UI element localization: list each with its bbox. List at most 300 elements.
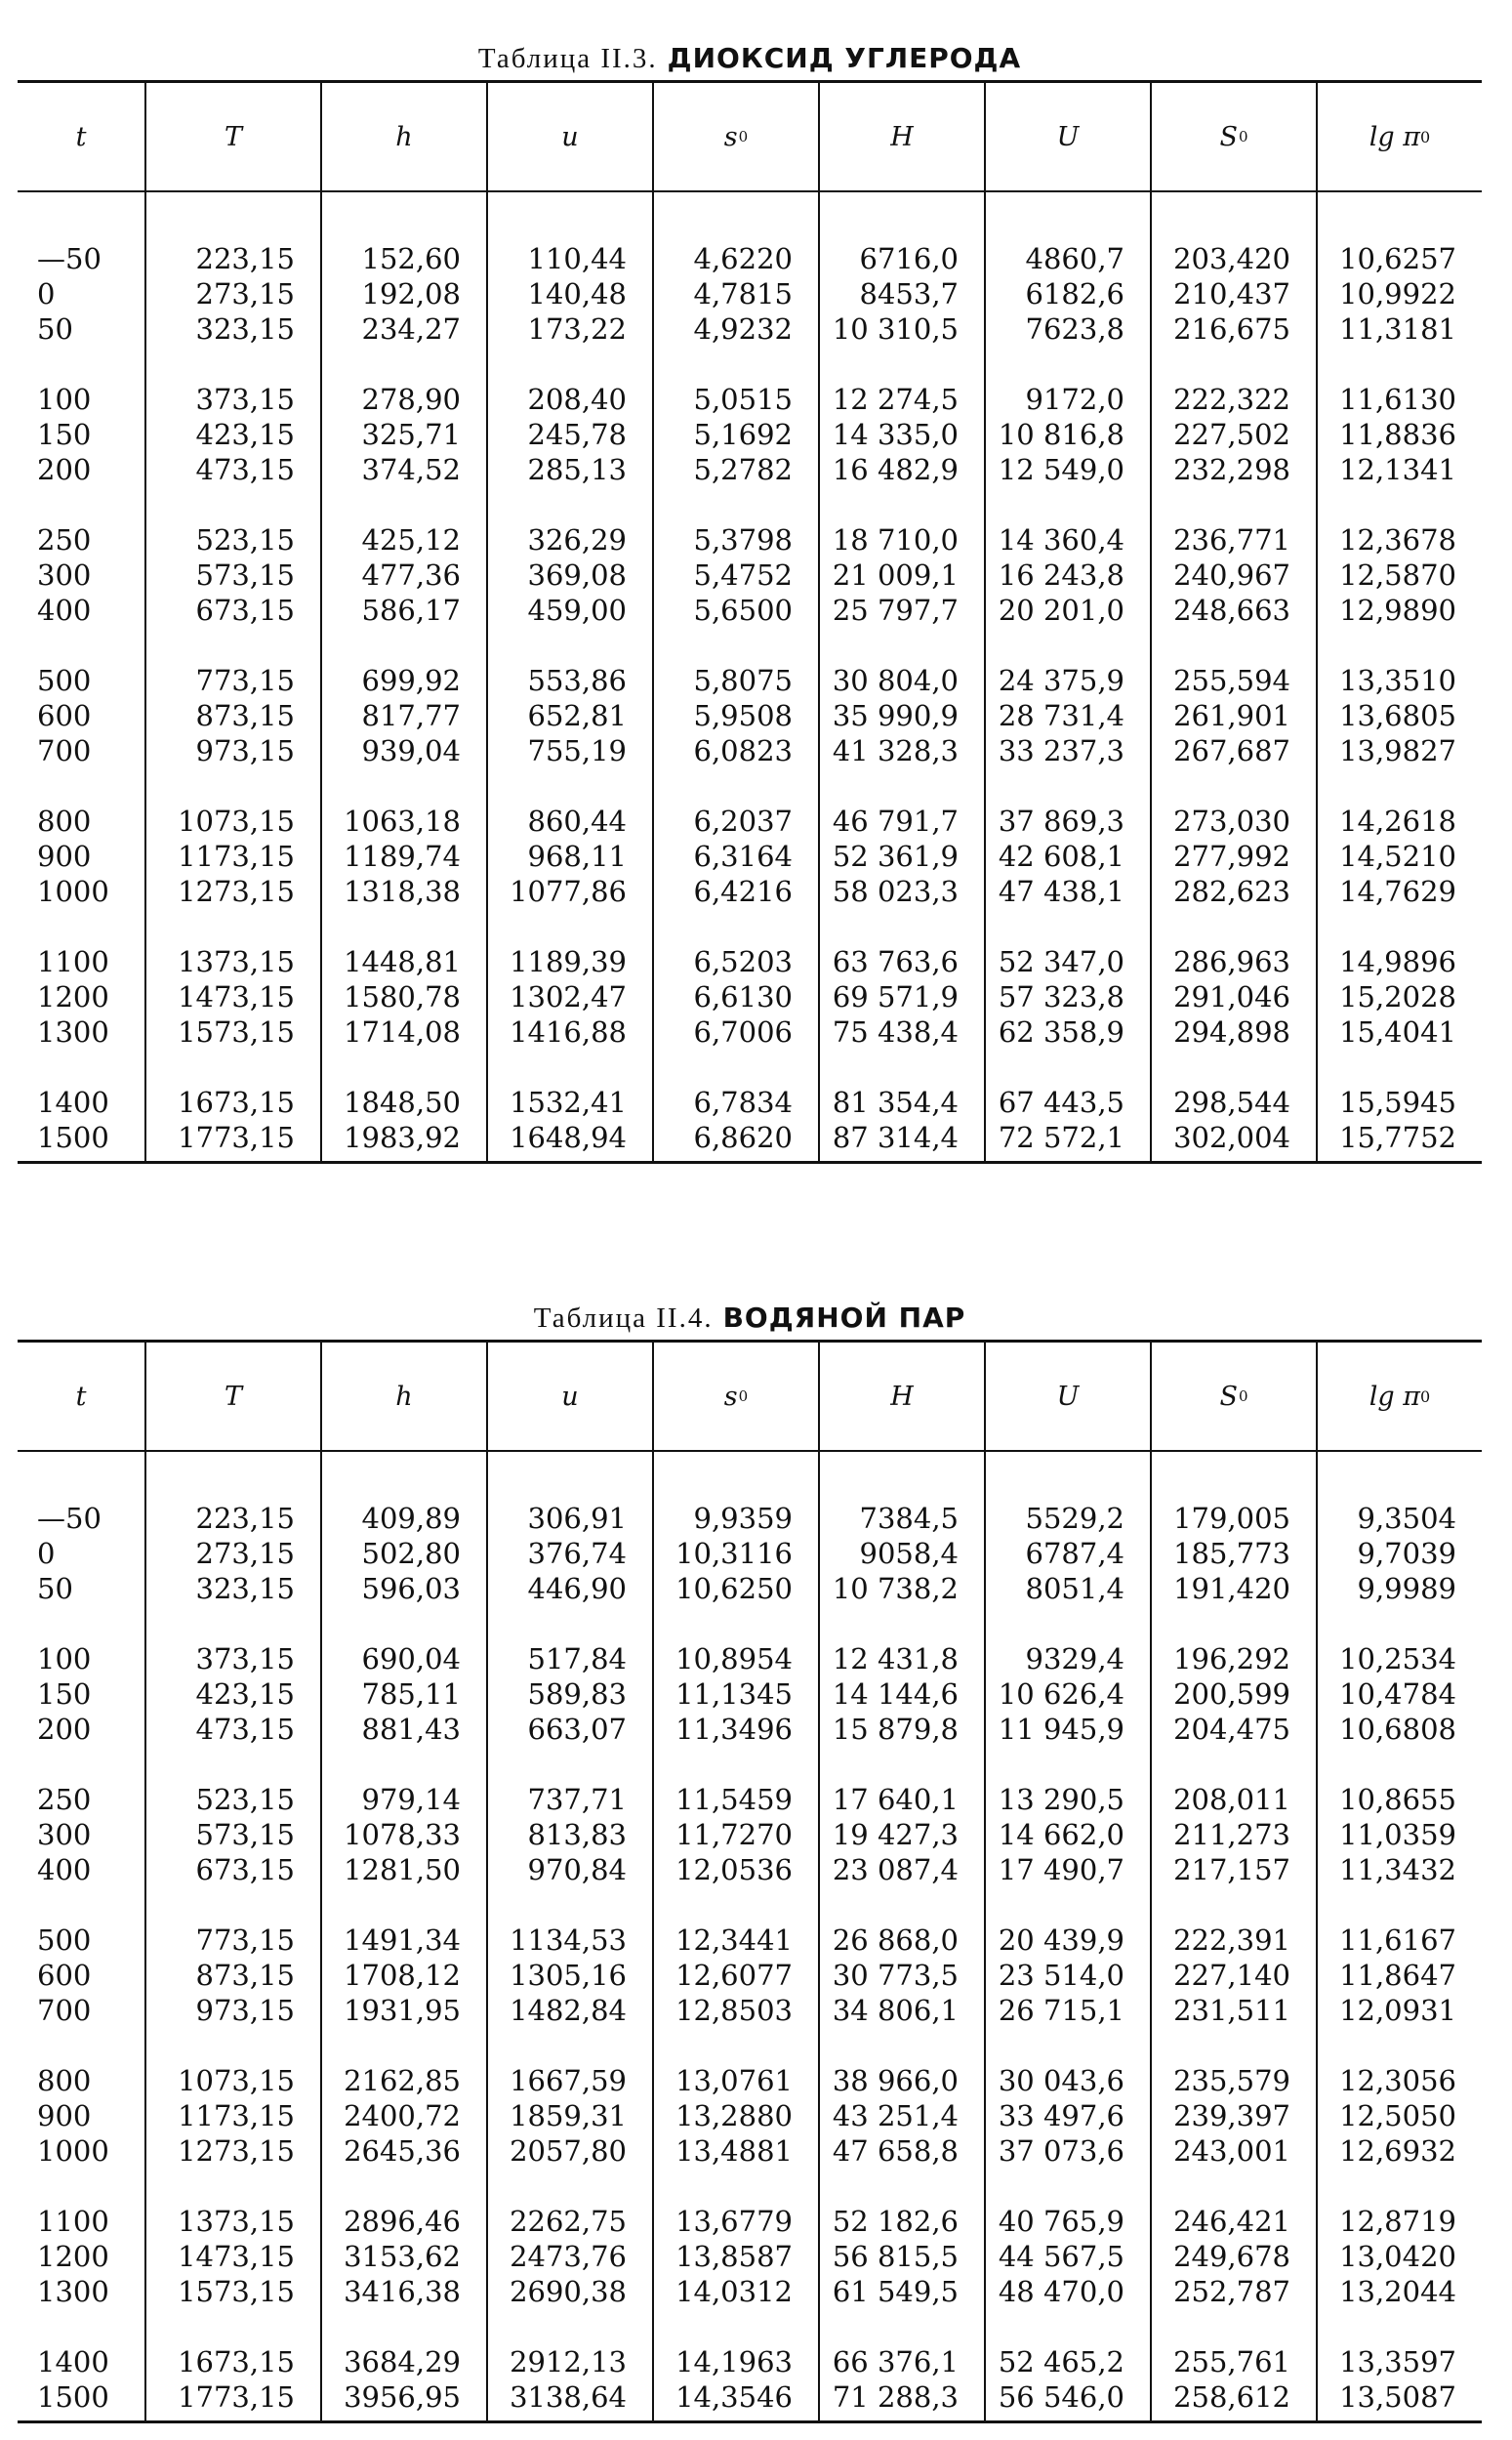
table-cell: 13,6779 bbox=[675, 2205, 793, 2238]
table-cell: 7384,5 bbox=[859, 1502, 959, 1535]
table-cell: 800 bbox=[37, 2064, 92, 2097]
table-cell: 277,992 bbox=[1173, 840, 1290, 873]
table-cell: 239,397 bbox=[1173, 2099, 1290, 2132]
group-spacer bbox=[146, 1747, 320, 1782]
column-header-label: H bbox=[890, 1381, 914, 1412]
table-cell: 600 bbox=[37, 1959, 92, 1992]
group-spacer bbox=[986, 628, 1150, 663]
group-spacer bbox=[1318, 2169, 1482, 2204]
table-cell: 737,71 bbox=[527, 1783, 627, 1816]
group-spacer bbox=[488, 1887, 652, 1923]
table-cell: 973,15 bbox=[195, 734, 295, 767]
table-cell: 14,1963 bbox=[675, 2345, 793, 2378]
table-cell: 1073,15 bbox=[178, 2064, 295, 2097]
table-cell: 5,6500 bbox=[693, 594, 793, 627]
table-cell: 3956,95 bbox=[344, 2380, 461, 2414]
group-spacer bbox=[488, 487, 652, 522]
table-cell: 1173,15 bbox=[178, 840, 295, 873]
group-spacer bbox=[322, 1050, 486, 1085]
table-cell: 12,6077 bbox=[675, 1959, 793, 1992]
table-caption-title: ДИОКСИД УГЛЕРОДА bbox=[667, 42, 1022, 74]
table-cell: 245,78 bbox=[527, 418, 627, 451]
group-spacer bbox=[322, 1887, 486, 1923]
group-spacer bbox=[986, 347, 1150, 382]
table-cell: 1100 bbox=[37, 945, 109, 978]
table-cell: 10 816,8 bbox=[998, 418, 1124, 451]
column-header-label: T bbox=[224, 1381, 242, 1412]
table-cell: 1931,95 bbox=[344, 1994, 461, 2027]
table-column bbox=[320, 1452, 486, 2420]
table-cell: 173,22 bbox=[527, 312, 627, 346]
group-spacer bbox=[654, 487, 818, 522]
table-cell: 502,80 bbox=[361, 1537, 461, 1570]
column-header bbox=[486, 1343, 652, 1450]
table-header-row bbox=[18, 83, 1482, 192]
table-cell: 240,967 bbox=[1173, 558, 1290, 592]
table-cell: 3684,29 bbox=[344, 2345, 461, 2378]
group-spacer bbox=[1318, 1606, 1482, 1641]
column-header bbox=[1316, 1343, 1482, 1450]
table-column bbox=[18, 192, 144, 1161]
table-cell: 900 bbox=[37, 840, 92, 873]
table-cell: 1078,33 bbox=[344, 1818, 461, 1851]
table-water-vapor bbox=[18, 1297, 1482, 2423]
table-cell: 15,2028 bbox=[1339, 980, 1456, 1013]
group-spacer bbox=[1152, 1747, 1316, 1782]
table-cell: 4,6220 bbox=[693, 242, 793, 275]
table-cell: 409,89 bbox=[361, 1502, 461, 1535]
table-cell: 9058,4 bbox=[859, 1537, 959, 1570]
table-cell: 200 bbox=[37, 453, 92, 486]
table-cell: 523,15 bbox=[195, 523, 295, 557]
table-column bbox=[1316, 1452, 1482, 2420]
column-header-label: U bbox=[1056, 121, 1080, 152]
group-spacer bbox=[820, 347, 984, 382]
table-cell: 374,52 bbox=[361, 453, 461, 486]
table-cell: 37 869,3 bbox=[998, 805, 1124, 838]
table-cell: 1714,08 bbox=[344, 1015, 461, 1049]
table-cell: 2690,38 bbox=[510, 2275, 627, 2308]
table-cell: 13,0420 bbox=[1339, 2240, 1456, 2273]
table-cell: 1000 bbox=[37, 875, 109, 908]
table-cell: 46 791,7 bbox=[832, 805, 959, 838]
table-cell: 1300 bbox=[37, 2275, 109, 2308]
column-header-label: S bbox=[1219, 1381, 1238, 1412]
table-cell: 236,771 bbox=[1173, 523, 1290, 557]
table-cell: 273,15 bbox=[195, 277, 295, 310]
table-cell: 14 662,0 bbox=[998, 1818, 1124, 1851]
group-spacer bbox=[820, 768, 984, 804]
table-cell: 11,8836 bbox=[1339, 418, 1456, 451]
table-cell: 3416,38 bbox=[344, 2275, 461, 2308]
table-cell: 785,11 bbox=[361, 1677, 461, 1711]
group-spacer bbox=[820, 1050, 984, 1085]
table-cell: 223,15 bbox=[195, 242, 295, 275]
group-spacer bbox=[1318, 1050, 1482, 1085]
table-cell: 9,9989 bbox=[1357, 1572, 1456, 1605]
table-cell: 14,3546 bbox=[675, 2380, 793, 2414]
group-spacer bbox=[820, 1887, 984, 1923]
group-spacer bbox=[488, 1606, 652, 1641]
group-spacer bbox=[654, 2309, 818, 2344]
group-spacer bbox=[820, 628, 984, 663]
table-cell: 16 482,9 bbox=[832, 453, 959, 486]
table-cell: 47 658,8 bbox=[832, 2134, 959, 2168]
table-cell: 0 bbox=[37, 1537, 56, 1570]
table-cell: 294,898 bbox=[1173, 1015, 1290, 1049]
column-header-superscript: 0 bbox=[738, 128, 749, 145]
table-cell: 773,15 bbox=[195, 664, 295, 697]
table-cell: 278,90 bbox=[361, 383, 461, 416]
table-cell: 323,15 bbox=[195, 312, 295, 346]
table-cell: 302,004 bbox=[1173, 1121, 1290, 1154]
table-cell: 376,74 bbox=[527, 1537, 627, 1570]
column-header bbox=[144, 1343, 320, 1450]
column-header-subscript: 0 bbox=[1420, 127, 1431, 146]
table-cell: 1134,53 bbox=[510, 1923, 627, 1957]
table-cell: 373,15 bbox=[195, 383, 295, 416]
table-cell: 8051,4 bbox=[1025, 1572, 1124, 1605]
table-cell: 1667,59 bbox=[510, 2064, 627, 2097]
table-caption bbox=[18, 37, 1482, 80]
table-cell: 10,6808 bbox=[1339, 1713, 1456, 1746]
group-spacer bbox=[654, 1747, 818, 1782]
table-cell: 62 358,9 bbox=[998, 1015, 1124, 1049]
table-cell: 881,43 bbox=[361, 1713, 461, 1746]
table-cell: 13,3510 bbox=[1339, 664, 1456, 697]
table-cell: 11,6130 bbox=[1339, 383, 1456, 416]
table-cell: 203,420 bbox=[1173, 242, 1290, 275]
group-spacer bbox=[488, 2169, 652, 2204]
table-cell: 43 251,4 bbox=[832, 2099, 959, 2132]
table-cell: 250 bbox=[37, 523, 92, 557]
table-cell: 19 427,3 bbox=[832, 1818, 959, 1851]
table-cell: 523,15 bbox=[195, 1783, 295, 1816]
table-cell: 13,0761 bbox=[675, 2064, 793, 2097]
table-cell: 10 626,4 bbox=[998, 1677, 1124, 1711]
table-cell: 1000 bbox=[37, 2134, 109, 2168]
table-cell: 14 335,0 bbox=[832, 418, 959, 451]
table-cell: 600 bbox=[37, 699, 92, 732]
table-cell: 1673,15 bbox=[178, 2345, 295, 2378]
table-cell: 970,84 bbox=[527, 1853, 627, 1886]
group-spacer bbox=[322, 1606, 486, 1641]
group-spacer bbox=[322, 2169, 486, 2204]
table-cell: 255,761 bbox=[1173, 2345, 1290, 2378]
table-cell: 9172,0 bbox=[1025, 383, 1124, 416]
table-cell: 5,4752 bbox=[693, 558, 793, 592]
table-cell: 26 715,1 bbox=[998, 1994, 1124, 2027]
column-header-label: s bbox=[723, 1381, 738, 1412]
table-cell: 1400 bbox=[37, 1086, 109, 1119]
group-spacer bbox=[1318, 768, 1482, 804]
group-spacer bbox=[654, 2028, 818, 2063]
table-cell: 191,420 bbox=[1173, 1572, 1290, 1605]
group-spacer bbox=[18, 2169, 144, 2204]
table-cell: 699,92 bbox=[361, 664, 461, 697]
table-cell: 14,0312 bbox=[675, 2275, 793, 2308]
table-cell: 673,15 bbox=[195, 594, 295, 627]
table-cell: 52 465,2 bbox=[998, 2345, 1124, 2378]
column-header-label: lg π bbox=[1369, 121, 1421, 152]
column-header bbox=[652, 83, 818, 190]
table-cell: 30 804,0 bbox=[832, 664, 959, 697]
table-cell: 1673,15 bbox=[178, 1086, 295, 1119]
table-column bbox=[486, 192, 652, 1161]
table-cell: 48 470,0 bbox=[998, 2275, 1124, 2308]
group-spacer bbox=[18, 1887, 144, 1923]
table-cell: 34 806,1 bbox=[832, 1994, 959, 2027]
table-cell: 13,2880 bbox=[675, 2099, 793, 2132]
table-cell: 369,08 bbox=[527, 558, 627, 592]
table-cell: 44 567,5 bbox=[998, 2240, 1124, 2273]
group-spacer bbox=[986, 768, 1150, 804]
group-spacer bbox=[488, 2309, 652, 2344]
table-cell: 179,005 bbox=[1173, 1502, 1290, 1535]
column-header-label: h bbox=[395, 1381, 413, 1412]
table-cell: 9,7039 bbox=[1357, 1537, 1456, 1570]
group-spacer bbox=[986, 1050, 1150, 1085]
table-cell: 50 bbox=[37, 1572, 73, 1605]
column-header-label: u bbox=[561, 121, 579, 152]
table-cell: —50 bbox=[37, 242, 102, 275]
table-cell: 373,15 bbox=[195, 1642, 295, 1675]
table-cell: 4,9232 bbox=[693, 312, 793, 346]
table-cell: 222,322 bbox=[1173, 383, 1290, 416]
column-header bbox=[486, 83, 652, 190]
group-spacer bbox=[820, 487, 984, 522]
table-cell: 4860,7 bbox=[1025, 242, 1124, 275]
table-cell: 5,2782 bbox=[693, 453, 793, 486]
table-cell: 285,13 bbox=[527, 453, 627, 486]
table-cell: 12 431,8 bbox=[832, 1642, 959, 1675]
group-spacer bbox=[1318, 2309, 1482, 2344]
table-column bbox=[818, 192, 984, 1161]
column-header bbox=[320, 1343, 486, 1450]
table-cell: 589,83 bbox=[527, 1677, 627, 1711]
table-cell: 663,07 bbox=[527, 1713, 627, 1746]
table-cell: 37 073,6 bbox=[998, 2134, 1124, 2168]
group-spacer bbox=[820, 1606, 984, 1641]
table-body bbox=[18, 192, 1482, 1161]
column-header-label: lg π bbox=[1369, 1381, 1421, 1412]
table-cell: 87 314,4 bbox=[832, 1121, 959, 1154]
table-cell: 30 773,5 bbox=[832, 1959, 959, 1992]
table-cell: 1473,15 bbox=[178, 2240, 295, 2273]
table-cell: 939,04 bbox=[361, 734, 461, 767]
table-cell: 323,15 bbox=[195, 1572, 295, 1605]
table-cell: 41 328,3 bbox=[832, 734, 959, 767]
table-cell: 1281,50 bbox=[344, 1853, 461, 1886]
group-spacer bbox=[18, 628, 144, 663]
group-spacer bbox=[146, 347, 320, 382]
table-cell: 21 009,1 bbox=[832, 558, 959, 592]
table-cell: 246,421 bbox=[1173, 2205, 1290, 2238]
table-cell: 1532,41 bbox=[510, 1086, 627, 1119]
table-cell: 26 868,0 bbox=[832, 1923, 959, 1957]
table-cell: 6,4216 bbox=[693, 875, 793, 908]
column-header-label: t bbox=[75, 1381, 87, 1412]
group-spacer bbox=[654, 2169, 818, 2204]
table-cell: 7623,8 bbox=[1025, 312, 1124, 346]
group-spacer bbox=[488, 2028, 652, 2063]
group-spacer bbox=[322, 2028, 486, 2063]
column-header-label: u bbox=[561, 1381, 579, 1412]
group-spacer bbox=[18, 768, 144, 804]
table-cell: 1573,15 bbox=[178, 1015, 295, 1049]
group-spacer bbox=[820, 1747, 984, 1782]
table-column bbox=[320, 192, 486, 1161]
table-column bbox=[486, 1452, 652, 2420]
table-cell: 326,29 bbox=[527, 523, 627, 557]
table-cell: 81 354,4 bbox=[832, 1086, 959, 1119]
table-cell: 208,011 bbox=[1173, 1783, 1290, 1816]
group-spacer bbox=[18, 2309, 144, 2344]
group-spacer bbox=[986, 2309, 1150, 2344]
group-spacer bbox=[322, 909, 486, 944]
table-cell: 1302,47 bbox=[510, 980, 627, 1013]
table-cell: 500 bbox=[37, 664, 92, 697]
table-cell: 1200 bbox=[37, 2240, 109, 2273]
column-header bbox=[1150, 1343, 1316, 1450]
table-cell: 11,3181 bbox=[1339, 312, 1456, 346]
table-cell: 14,2618 bbox=[1339, 805, 1456, 838]
group-spacer bbox=[146, 2169, 320, 2204]
column-header bbox=[1316, 83, 1482, 190]
column-header-label: s bbox=[723, 121, 738, 152]
table-column bbox=[652, 192, 818, 1161]
table-cell: 1189,74 bbox=[344, 840, 461, 873]
group-spacer bbox=[820, 2169, 984, 2204]
table-cell: 5529,2 bbox=[1025, 1502, 1124, 1535]
table-cell: 400 bbox=[37, 594, 92, 627]
table-cell: 252,787 bbox=[1173, 2275, 1290, 2308]
table-cell: 50 bbox=[37, 312, 73, 346]
table-cell: 973,15 bbox=[195, 1994, 295, 2027]
table-cell: 23 514,0 bbox=[998, 1959, 1124, 1992]
table-cell: 1063,18 bbox=[344, 805, 461, 838]
table-cell: 652,81 bbox=[527, 699, 627, 732]
table-cell: 1100 bbox=[37, 2205, 109, 2238]
column-header-label: U bbox=[1056, 1381, 1080, 1412]
table-cell: 4,7815 bbox=[693, 277, 793, 310]
group-spacer bbox=[654, 909, 818, 944]
table-cell: 234,27 bbox=[361, 312, 461, 346]
table-cell: 10,8954 bbox=[675, 1642, 793, 1675]
group-spacer bbox=[1152, 1887, 1316, 1923]
table-cell: 1305,16 bbox=[510, 1959, 627, 1992]
table-cell: 232,298 bbox=[1173, 453, 1290, 486]
table-cell: 291,046 bbox=[1173, 980, 1290, 1013]
table-cell: 11,5459 bbox=[675, 1783, 793, 1816]
table-cell: 24 375,9 bbox=[998, 664, 1124, 697]
table-column bbox=[984, 1452, 1150, 2420]
table-cell: 596,03 bbox=[361, 1572, 461, 1605]
table-cell: 20 201,0 bbox=[998, 594, 1124, 627]
table-cell: 6,0823 bbox=[693, 734, 793, 767]
table-cell: 573,15 bbox=[195, 558, 295, 592]
column-header bbox=[984, 1343, 1150, 1450]
table-cell: 222,391 bbox=[1173, 1923, 1290, 1957]
group-spacer bbox=[654, 1887, 818, 1923]
table-cell: 1318,38 bbox=[344, 875, 461, 908]
table-cell: 1077,86 bbox=[510, 875, 627, 908]
group-spacer bbox=[322, 768, 486, 804]
table-cell: 6,3164 bbox=[693, 840, 793, 873]
table-cell: 255,594 bbox=[1173, 664, 1290, 697]
table-cell: 473,15 bbox=[195, 1713, 295, 1746]
group-spacer bbox=[18, 1606, 144, 1641]
table-cell: 12,8503 bbox=[675, 1994, 793, 2027]
table-column bbox=[984, 192, 1150, 1161]
table-column bbox=[1150, 1452, 1316, 2420]
column-header-label: T bbox=[224, 121, 242, 152]
table-cell: 210,437 bbox=[1173, 277, 1290, 310]
table-cell: 298,544 bbox=[1173, 1086, 1290, 1119]
table-cell: 10,9922 bbox=[1339, 277, 1456, 310]
table-cell: 1773,15 bbox=[178, 1121, 295, 1154]
table-cell: 208,40 bbox=[527, 383, 627, 416]
table-cell: 12,5050 bbox=[1339, 2099, 1456, 2132]
table-cell: 56 546,0 bbox=[998, 2380, 1124, 2414]
table-cell: 13 290,5 bbox=[998, 1783, 1124, 1816]
table-cell: 800 bbox=[37, 805, 92, 838]
column-header-label: t bbox=[75, 121, 87, 152]
table-cell: 200 bbox=[37, 1713, 92, 1746]
table-cell: 100 bbox=[37, 383, 92, 416]
table-cell: 235,579 bbox=[1173, 2064, 1290, 2097]
table-cell: 425,12 bbox=[361, 523, 461, 557]
table-cell: 2645,36 bbox=[344, 2134, 461, 2168]
table-column bbox=[818, 1452, 984, 2420]
group-spacer bbox=[1152, 487, 1316, 522]
table-cell: 10,6250 bbox=[675, 1572, 793, 1605]
table-cell: 10 310,5 bbox=[832, 312, 959, 346]
table-cell: 2896,46 bbox=[344, 2205, 461, 2238]
group-spacer bbox=[322, 487, 486, 522]
table-cell: 400 bbox=[37, 1853, 92, 1886]
table-cell: 13,6805 bbox=[1339, 699, 1456, 732]
table-cell: 2912,13 bbox=[510, 2345, 627, 2378]
table-cell: 216,675 bbox=[1173, 312, 1290, 346]
table-cell: 0 bbox=[37, 277, 56, 310]
column-header bbox=[818, 1343, 984, 1450]
table-cell: 1400 bbox=[37, 2345, 109, 2378]
table-cell: 69 571,9 bbox=[832, 980, 959, 1013]
table-cell: 13,8587 bbox=[675, 2240, 793, 2273]
table-column bbox=[18, 1452, 144, 2420]
table-cell: 11,0359 bbox=[1339, 1818, 1456, 1851]
group-spacer bbox=[322, 1747, 486, 1782]
table-cell: 9,3504 bbox=[1357, 1502, 1456, 1535]
table-cell: 306,91 bbox=[527, 1502, 627, 1535]
table-cell: 553,86 bbox=[527, 664, 627, 697]
table-cell: 16 243,8 bbox=[998, 558, 1124, 592]
table-cell: 14,5210 bbox=[1339, 840, 1456, 873]
table-cell: 1500 bbox=[37, 1121, 109, 1154]
column-header-label: H bbox=[890, 121, 914, 152]
table-cell: 1500 bbox=[37, 2380, 109, 2414]
table-cell: 57 323,8 bbox=[998, 980, 1124, 1013]
table-caption bbox=[18, 1297, 1482, 1340]
table-cell: 573,15 bbox=[195, 1818, 295, 1851]
table-cell: 1200 bbox=[37, 980, 109, 1013]
table-cell: 1273,15 bbox=[178, 875, 295, 908]
group-spacer bbox=[654, 1606, 818, 1641]
table-cell: 52 182,6 bbox=[832, 2205, 959, 2238]
table-cell: 12,8719 bbox=[1339, 2205, 1456, 2238]
table-cell: 12,5870 bbox=[1339, 558, 1456, 592]
